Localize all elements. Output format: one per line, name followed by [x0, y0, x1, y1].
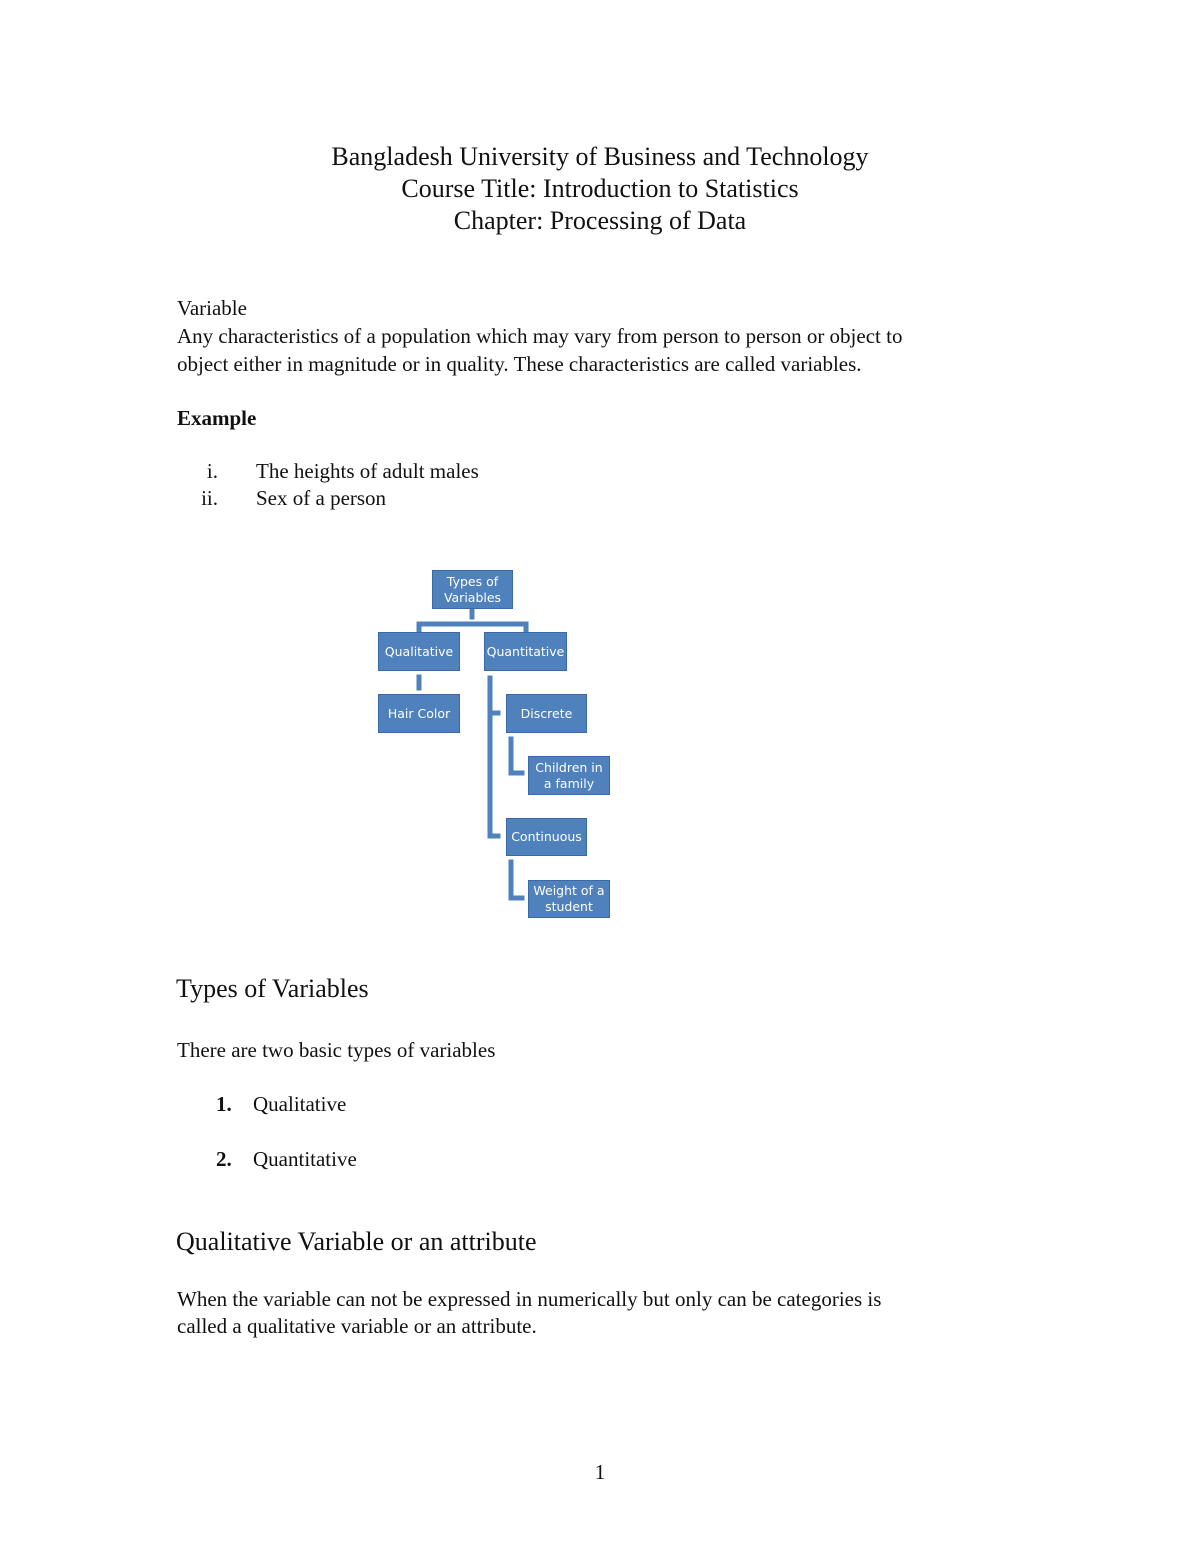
qualitative-line1: When the variable can not be expressed in numerically but only can be categories is — [177, 1287, 882, 1311]
quantitative-trunk-connector — [490, 678, 498, 836]
example-item-1: The heights of adult males — [256, 459, 479, 483]
variable-term: Variable — [177, 296, 247, 320]
page-number: 1 — [594, 1460, 606, 1484]
node-qualitative: Qualitative — [378, 632, 460, 671]
node-quantitative: Quantitative — [484, 632, 567, 671]
node-weight-of-a-student: Weight of a student — [528, 880, 610, 918]
qualitative-line2: called a qualitative variable or an attribute. — [177, 1314, 537, 1338]
node-types-of-variables: Types of Variables — [432, 570, 513, 609]
node-continuous: Continuous — [506, 818, 587, 856]
node-discrete: Discrete — [506, 694, 587, 733]
types-marker-2: 2. — [216, 1147, 232, 1171]
example-marker-2: ii. — [201, 486, 218, 510]
types-heading: Types of Variables — [176, 974, 369, 1003]
types-intro: There are two basic types of variables — [177, 1038, 496, 1062]
types-marker-1: 1. — [216, 1092, 232, 1116]
discrete-child-connector — [511, 739, 522, 773]
example-marker-1: i. — [206, 459, 218, 483]
root-connector — [419, 609, 526, 631]
continuous-child-connector — [511, 862, 522, 898]
university-title: Bangladesh University of Business and Technology — [331, 142, 869, 171]
chapter-title: Chapter: Processing of Data — [453, 206, 747, 235]
node-children-in-a-family: Children in a family — [528, 756, 610, 795]
variable-definition-line2: object either in magnitude or in quality. These characteristics are called variables. — [177, 352, 862, 376]
types-item-quantitative: Quantitative — [253, 1147, 357, 1171]
example-title: Example — [177, 406, 257, 430]
node-hair-color: Hair Color — [378, 694, 460, 733]
qualitative-heading: Qualitative Variable or an attribute — [176, 1227, 537, 1256]
types-item-qualitative: Qualitative — [253, 1092, 347, 1116]
course-title: Course Title: Introduction to Statistics — [401, 174, 799, 203]
variable-definition-line1: Any characteristics of a population which may vary from person to person or object to — [177, 324, 903, 348]
example-item-2: Sex of a person — [256, 486, 387, 510]
